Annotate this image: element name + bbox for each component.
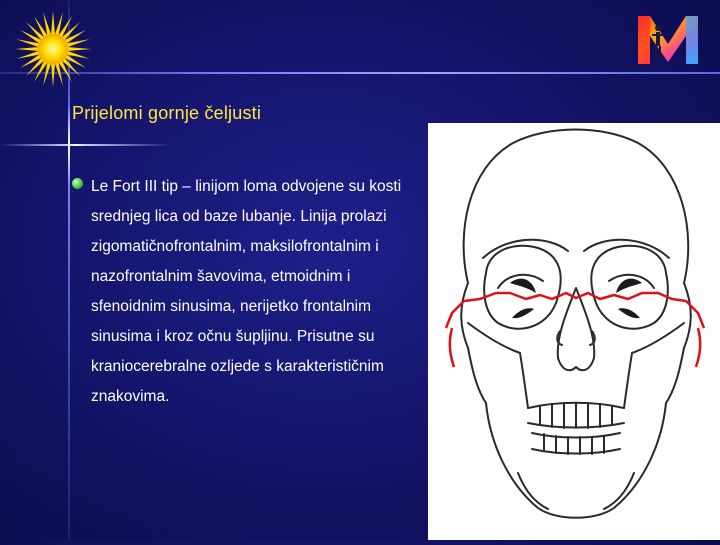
m-letter-figure-logo-icon — [636, 14, 700, 66]
sparkle-vertical — [68, 105, 70, 185]
sun-burst-logo-icon — [12, 8, 94, 90]
bullet-text: Le Fort III tip – linijom loma odvojene su kosti srednjeg lica od baze lubanje. Linija prolazi zigomatičnofrontalnim, maksilofrontalnim i nazofrontalnim šavovima, etmoidnim i sfenoidnim sinusima, nerijetko frontalnim sinusima i kroz očnu šupljinu. Prisutne su kraniocerebralne ozljede s karakterističnim znakovima. — [91, 178, 402, 405]
sparkle-horizontal — [0, 144, 170, 146]
bullet-icon — [72, 178, 83, 189]
header-divider — [0, 72, 720, 74]
skull-figure — [428, 123, 720, 540]
skull-front-icon — [428, 123, 720, 540]
slide-title: Prijelomi gornje čeljusti — [72, 103, 262, 123]
